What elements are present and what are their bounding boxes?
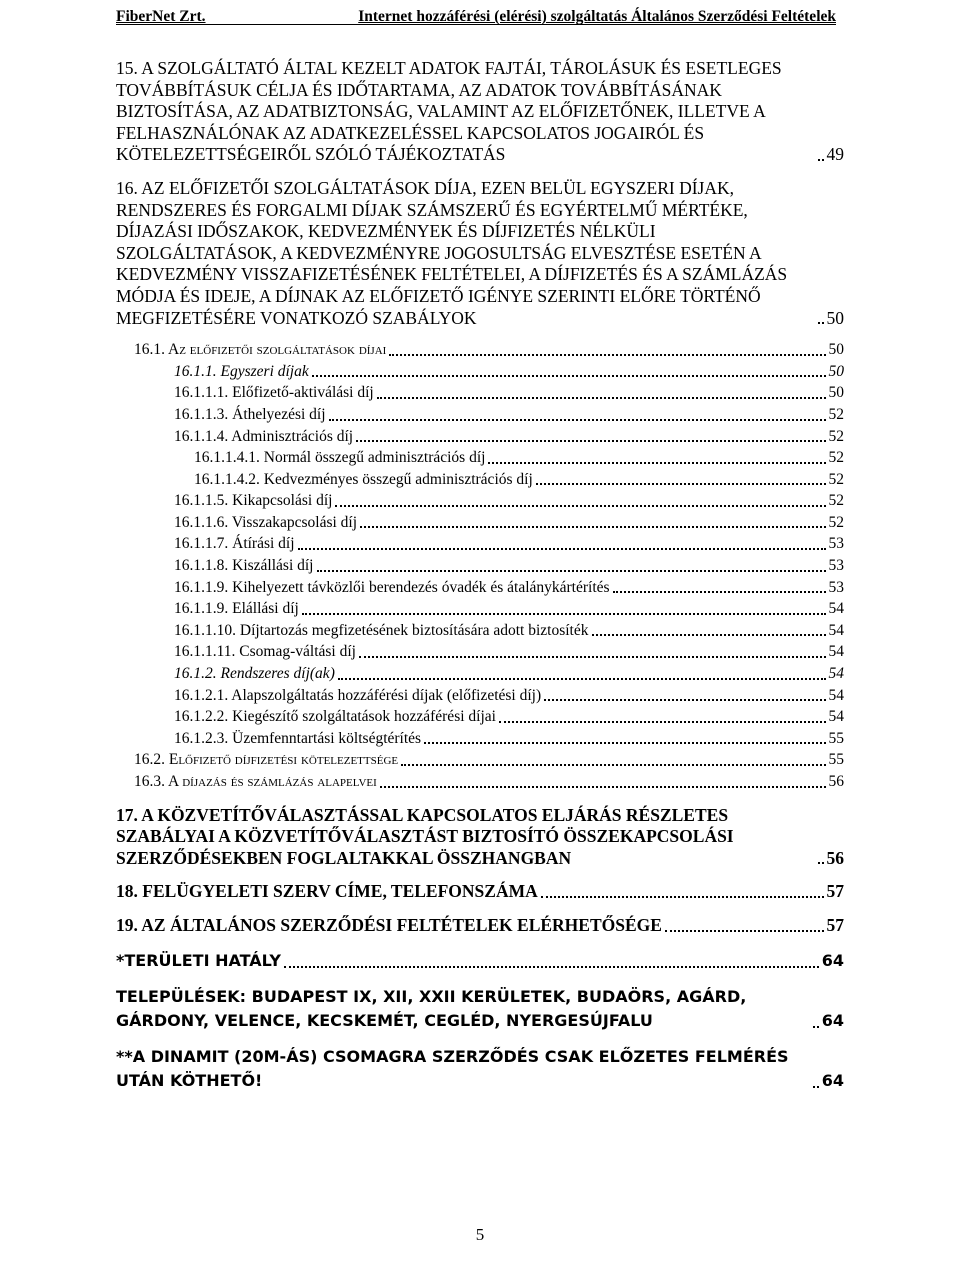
toc-dot-leader: [359, 656, 826, 658]
toc-dot-leader: [499, 721, 826, 723]
toc-entry-page: 50: [828, 341, 844, 359]
toc-entry-title: 16.1. Az előfizetői szolgáltatások díjai: [134, 341, 387, 359]
toc-entry-title: 16. AZ ELŐFIZETŐI SZOLGÁLTATÁSOK DÍJA, EZEN BELÜL EGYSZERI DÍJAK, RENDSZERES ÉS FORGALMI DÍJAK SZÁMSZERŰ ÉS EGYÉRTELMŰ MÉRTÉKE, DÍJAZÁSI IDŐSZAKOK, KEDVEZMÉNYEK ÉS DÍJFIZETÉS NÉLKÜLI SZOLGÁLTATÁSOK, A KEDVEZMÉNYRE JOGOSULTSÁG ELVESZTÉSE ESETÉN A KEDVEZMÉNY VISSZAFIZETÉSÉNEK FELTÉTELEI, A DÍJFIZETÉS ÉS A SZÁMLÁZÁS MÓDJA ÉS IDEJE, A DÍJNAK AZ ELŐFIZETŐ IGÉNYE SZERINTI ELŐRE TÖRTÉNŐ MEGFIZETÉSÉRE VONATKOZÓ SZABÁLYOK: [116, 177, 788, 328]
toc-entry-page: 52: [828, 470, 844, 488]
toc-dot-leader: [338, 678, 826, 680]
toc-entry-page: 52: [828, 427, 844, 445]
toc-entry[interactable]: [116, 805, 844, 870]
toc-dot-leader: [284, 966, 819, 968]
header-document-title: Internet hozzáférési (elérési) szolgáltatás Általános Szerződési Feltételek: [358, 8, 836, 25]
toc-entry[interactable]: [116, 555, 844, 577]
toc-dot-leader: [424, 742, 825, 744]
toc-entry-page: 54: [828, 686, 844, 704]
toc-entry-title: TELEPÜLÉSEK: BUDAPEST IX, XII, XXII KERÜLETEK, BUDAÖRS, AGÁRD, GÁRDONY, VELENCE, KECSKEMÉT, CEGLÉD, NYERGESÚJFALU: [116, 986, 747, 1030]
toc-dot-leader: [541, 896, 824, 898]
toc-entry-page: 50: [826, 307, 844, 328]
toc-dot-leader: [377, 397, 826, 399]
toc-dot-leader: [302, 613, 826, 615]
toc-entry[interactable]: [116, 949, 844, 973]
toc-dot-leader: [818, 322, 824, 324]
toc-entry-title: 16.2. Előfizető díjfizetési kötelezettsége: [134, 751, 399, 769]
toc-dot-leader: [401, 764, 825, 766]
toc-entry-page: 57: [826, 914, 844, 935]
toc-entry-title: **A DINAMIT (20M-ÁS) CSOMAGRA SZERZŐDÉS CSAK ELŐZETES FELMÉRÉS UTÁN KÖTHETŐ!: [116, 1046, 789, 1090]
toc-entry-title: 19. AZ ÁLTALÁNOS SZERZŐDÉSI FELTÉTELEK ELÉRHETŐSÉGE: [116, 914, 662, 935]
toc-entry[interactable]: [116, 426, 844, 448]
toc-entry-page: 53: [828, 578, 844, 596]
toc-entry[interactable]: [116, 728, 844, 750]
toc-entry-title: 16.1.1.4.1. Normál összegű adminisztrációs díj: [194, 449, 486, 467]
toc-entry-title: 16.1.2.3. Üzemfenntartási költségtérítés: [174, 729, 422, 747]
toc-dot-leader: [613, 591, 826, 593]
toc-entry[interactable]: [116, 404, 844, 426]
toc-dot-leader: [329, 419, 826, 421]
toc-dot-leader: [665, 930, 824, 932]
toc-dot-leader: [317, 570, 826, 572]
toc-entry-title: 16.1.2.2. Kiegészítő szolgáltatások hozzáférési díjai: [174, 708, 496, 726]
toc-entry-page: 52: [828, 449, 844, 467]
toc-entry-page: 53: [828, 557, 844, 575]
toc-dot-leader: [544, 699, 825, 701]
toc-entry[interactable]: [116, 58, 844, 166]
toc-entry-title: 16.1.1.3. Áthelyezési díj: [174, 405, 326, 423]
toc-entry[interactable]: [116, 749, 844, 771]
toc-dot-leader: [488, 462, 825, 464]
toc-dot-leader: [389, 354, 825, 356]
page-header: [116, 4, 836, 26]
toc-entry[interactable]: [116, 685, 844, 707]
toc-entry-page: 64: [821, 1010, 844, 1030]
toc-dot-leader: [360, 526, 825, 528]
toc-entry-page: 52: [828, 405, 844, 423]
toc-entry-title: 18. FELÜGYELETI SZERV CÍME, TELEFONSZÁMA: [116, 881, 538, 902]
toc-dot-leader: [592, 634, 826, 636]
toc-entry-title: 16.1.1.7. Átírási díj: [174, 535, 295, 553]
toc-entry-page: 55: [828, 751, 844, 769]
toc-entry[interactable]: [116, 178, 844, 329]
table-of-contents: [116, 58, 844, 1093]
toc-entry-page: 64: [821, 950, 844, 970]
toc-dot-leader: [298, 548, 826, 550]
toc-dot-leader: [356, 440, 825, 442]
toc-entry[interactable]: [116, 915, 844, 937]
toc-entry-page: 57: [826, 881, 844, 902]
toc-dot-leader: [380, 786, 826, 788]
toc-entry-page: 54: [828, 621, 844, 639]
toc-dot-leader: [813, 1086, 819, 1088]
toc-entry-title: 16.1.1.8. Kiszállási díj: [174, 557, 314, 575]
toc-entry-page: 54: [828, 643, 844, 661]
page-number: 5: [475, 1225, 485, 1244]
header-rule: [116, 24, 836, 25]
toc-dot-leader: [536, 483, 826, 485]
toc-entry-page: 55: [828, 729, 844, 747]
toc-entry-title: 15. A SZOLGÁLTATÓ ÁLTAL KEZELT ADATOK FAJTÁI, TÁROLÁSUK ÉS ESETLEGES TOVÁBBÍTÁSUK CÉLJA ÉS IDŐTARTAMA, AZ ADATOK TOVÁBBÍTÁSÁNAK BIZTOSÍTÁSA, AZ ADATBIZTONSÁG, VALAMINT AZ ELŐFIZETŐNEK, ILLETVE A FELHASZNÁLÓNAK AZ ADATKEZELÉSSEL KAPCSOLATOS JOGAIRÓL ÉS KÖTELEZETTSÉGEIRŐL SZÓLÓ TÁJÉKOZTATÁS: [116, 58, 782, 165]
toc-entry[interactable]: [116, 771, 844, 793]
toc-entry-page: 50: [828, 362, 844, 380]
toc-entry[interactable]: [116, 339, 844, 361]
toc-entry-page: 56: [826, 847, 844, 868]
toc-entry-page: 52: [828, 513, 844, 531]
toc-entry[interactable]: [116, 881, 844, 903]
toc-entry-title: 16.1.2.1. Alapszolgáltatás hozzáférési díjak (előfizetési díj): [174, 686, 542, 704]
toc-entry-title: *TERÜLETI HATÁLY: [116, 950, 281, 970]
toc-entry-page: 54: [828, 708, 844, 726]
toc-entry[interactable]: [116, 512, 844, 534]
toc-entry-page: 49: [826, 144, 844, 165]
toc-entry[interactable]: [116, 382, 844, 404]
toc-entry-title: 16.1.1. Egyszeri díjak: [174, 362, 309, 380]
toc-entry-page: 54: [828, 665, 844, 683]
toc-entry-title: 16.1.2. Rendszeres díj(ak): [174, 665, 335, 683]
toc-dot-leader: [335, 505, 825, 507]
toc-entry[interactable]: [116, 361, 844, 383]
toc-entry[interactable]: [116, 469, 844, 491]
toc-entry[interactable]: [116, 641, 844, 663]
toc-entry[interactable]: [116, 533, 844, 555]
toc-entry-title: 16.1.1.9. Elállási díj: [174, 600, 299, 618]
toc-entry[interactable]: [116, 706, 844, 728]
toc-entry[interactable]: [116, 985, 844, 1033]
toc-entry-title: 16.1.1.1. Előfizető-aktiválási díj: [174, 384, 374, 402]
toc-entry-page: 54: [828, 600, 844, 618]
toc-entry-title: 16.1.1.10. Díjtartozás megfizetésének biztosítására adott biztosíték: [174, 621, 589, 639]
toc-dot-leader: [818, 159, 824, 161]
toc-dot-leader: [312, 375, 826, 377]
toc-entry[interactable]: [116, 447, 844, 469]
toc-entry-title: 16.1.1.11. Csomag-váltási díj: [174, 643, 356, 661]
toc-entry[interactable]: [116, 620, 844, 642]
toc-entry[interactable]: [116, 663, 844, 685]
toc-entry-title: 16.1.1.5. Kikapcsolási díj: [174, 492, 333, 510]
toc-entry-page: 52: [828, 492, 844, 510]
toc-entry-title: 16.3. A díjazás és számlázás alapelvei: [134, 773, 377, 790]
toc-entry-title: 16.1.1.4.2. Kedvezményes összegű adminisztrációs díj: [194, 470, 533, 488]
toc-entry-title: 17. A KÖZVETÍTŐVÁLASZTÁSSAL KAPCSOLATOS ELJÁRÁS RÉSZLETES SZABÁLYAI A KÖZVETÍTŐVÁLASZTÁST BIZTOSÍTÓ ÖSSZEKAPCSOLÁSI SZERZŐDÉSEKBEN FOGLALTAKKAL ÖSSZHANGBAN: [116, 804, 734, 868]
toc-entry-title: 16.1.1.4. Adminisztrációs díj: [174, 427, 354, 445]
toc-dot-leader: [818, 862, 824, 864]
toc-entry-title: 16.1.1.6. Visszakapcsolási díj: [174, 513, 358, 531]
toc-entry-page: 64: [821, 1070, 844, 1090]
toc-entry[interactable]: [116, 490, 844, 512]
toc-entry-page: 53: [828, 535, 844, 553]
toc-entry[interactable]: [116, 577, 844, 599]
toc-entry[interactable]: [116, 598, 844, 620]
toc-entry[interactable]: [116, 1045, 844, 1093]
toc-dot-leader: [813, 1026, 819, 1028]
header-company: FiberNet Zrt.: [116, 8, 206, 25]
toc-entry-page: 56: [828, 773, 844, 790]
toc-entry-title: 16.1.1.9. Kihelyezett távközlői berendezés óvadék és átalánykártérítés: [174, 578, 610, 596]
toc-entry-page: 50: [828, 384, 844, 402]
